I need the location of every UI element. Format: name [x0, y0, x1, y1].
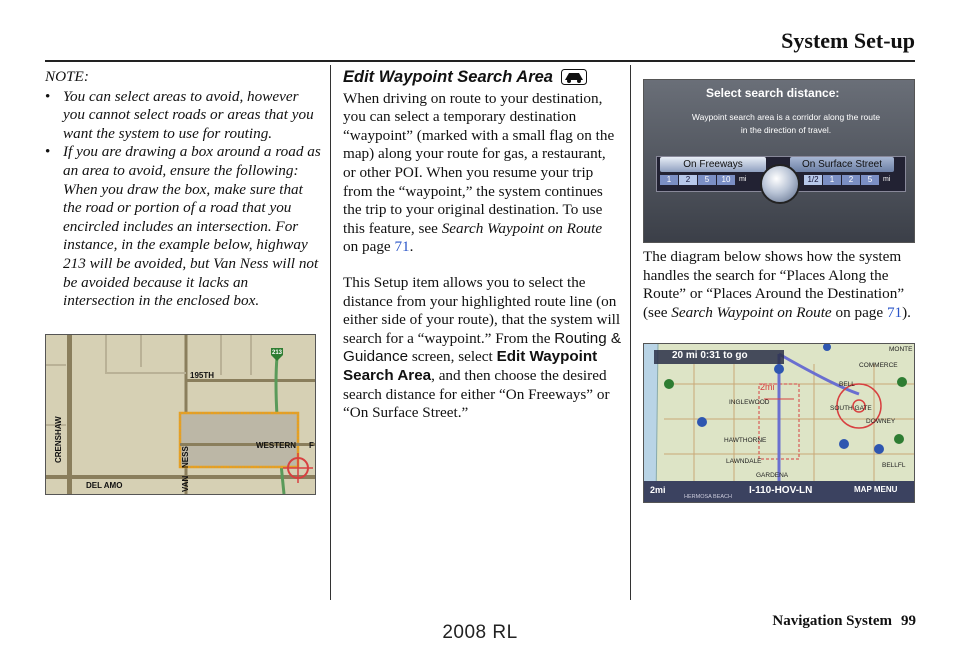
- diagram-end: ).: [902, 303, 911, 321]
- map-label-195th: 195TH: [190, 371, 215, 380]
- place-label: BELL: [839, 381, 855, 388]
- avoid-box: [180, 413, 298, 467]
- paragraph-setup-item: [343, 274, 621, 423]
- intro-ref: Search Waypoint on Route: [441, 219, 603, 237]
- page-link-71[interactable]: 71: [886, 303, 903, 321]
- corridor-map: [643, 343, 915, 503]
- place-label: COMMERCE: [859, 362, 898, 369]
- voice-command-icon: [561, 69, 587, 85]
- column-divider: [330, 65, 331, 600]
- page-link-71[interactable]: 71: [394, 238, 410, 256]
- screen-subtitle-line2: in the direction of travel.: [740, 125, 832, 135]
- screen-name: Routing & Guidance: [343, 329, 621, 366]
- avoid-area-map: [45, 334, 316, 495]
- edit-waypoint-column: [343, 68, 621, 440]
- header-rule: [45, 60, 915, 62]
- current-road-label: I-110-HOV-LN: [749, 485, 813, 496]
- freeway-option-1[interactable]: 1: [660, 175, 678, 185]
- diagram-text: The diagram below shows how the system handles the search for “Places Along the Route” or “Places Around the Destination” (see: [643, 248, 905, 321]
- model-watermark: 2008 RL: [442, 622, 518, 643]
- section-heading: [343, 68, 621, 87]
- paragraph-diagram: [643, 248, 918, 322]
- map-label-delamo: DEL AMO: [86, 481, 123, 490]
- note-label: NOTE:: [45, 68, 89, 85]
- shield-213-label: 213: [272, 350, 283, 356]
- avoid-area-map-graphic: [46, 335, 315, 494]
- search-distance-screen: [643, 79, 915, 243]
- note-list: [45, 88, 323, 311]
- freeway-option-5[interactable]: 5: [698, 175, 716, 185]
- diagram-column: [643, 248, 918, 339]
- footer-section-name: Navigation System: [772, 613, 892, 629]
- page-title: System Set-up: [781, 28, 915, 53]
- interface-dial-icon[interactable]: [760, 164, 800, 204]
- surface-options: [804, 175, 890, 185]
- note-bullet: • If you are drawing a box around a road as an area to avoid, ensure the following: When you draw the box, make sure that the road or portion of a road that you encircled includes an intersection. For instance, in the example below, highway 213 will be avoided, but Van Ness will not be avoided because it lacks an intersection in the enclosed box.: [45, 143, 323, 310]
- setup-text-3: , and then choose the desired search distance for either “On Freeways” or “On Surface Street.”: [343, 366, 610, 422]
- freeway-option-2[interactable]: 2: [679, 175, 697, 185]
- place-label: GARDENA: [756, 472, 789, 479]
- on-freeways-button[interactable]: On Freeways: [660, 157, 766, 172]
- surface-option-5[interactable]: 5: [861, 175, 879, 185]
- place-label: INGLEWOOD: [729, 399, 770, 406]
- place-label: LAWNDALE: [726, 458, 762, 465]
- setup-text-2: screen, select: [411, 348, 493, 366]
- setup-text: This Setup item allows you to select the distance from your highlighted route line (on either side of your route), that the system will search for a “waypoint.” From the: [343, 273, 621, 347]
- freeway-options: [660, 175, 746, 185]
- map-label-van: VAN: [181, 475, 190, 492]
- surface-option-2[interactable]: 2: [842, 175, 860, 185]
- diagram-ref: Search Waypoint on Route: [671, 303, 832, 321]
- map-route-banner: 20 mi 0:31 to go: [672, 350, 748, 361]
- corridor-width-label: 2mi: [760, 382, 775, 392]
- place-label: MONTE: [889, 346, 913, 353]
- screen-subtitle-line1: Waypoint search area is a corridor along the route: [691, 112, 881, 122]
- place-label: HAWTHORNE: [724, 437, 767, 444]
- place-label: HERMOSA BEACH: [684, 494, 732, 500]
- place-label: SOUTH GATE: [830, 405, 872, 412]
- menu-item-name: Edit Waypoint Search Area: [343, 348, 598, 384]
- intro-end: .: [409, 238, 414, 256]
- road-crenshaw: [67, 335, 72, 494]
- notes-column: [45, 68, 323, 311]
- screen-subtitle: [666, 111, 906, 137]
- map-label-ness: NESS: [181, 446, 190, 468]
- on-surface-street-button[interactable]: On Surface Street: [790, 157, 894, 172]
- section-heading-text: Edit Waypoint Search Area: [343, 68, 553, 86]
- map-label-crenshaw: CRENSHAW: [54, 416, 63, 463]
- intro-text: When driving on route to your destination, you can select a temporary destination “waypoint” (marked with a small flag on the map) along your route for gas, a restaurant, or other POI. When you resume your trip from the “waypoint,” the system continues the trip to your original destination. To use this feature, see: [343, 89, 615, 237]
- paragraph-waypoint-intro: [343, 90, 621, 257]
- map-menu-button[interactable]: MAP MENU: [854, 485, 898, 494]
- surface-option-1[interactable]: 1: [823, 175, 841, 185]
- note-bullet: • You can select areas to avoid, however you cannot select roads or areas that you want the system to use for routing.: [45, 88, 323, 144]
- surface-unit: mi: [883, 176, 891, 183]
- map-scale[interactable]: 2mi: [650, 485, 666, 495]
- freeway-unit: mi: [739, 176, 747, 183]
- diagram-on-page: on page: [835, 303, 884, 321]
- map-label-western: WESTERN: [256, 441, 296, 450]
- freeway-option-10[interactable]: 10: [717, 175, 735, 185]
- map-label-f: F: [309, 441, 314, 450]
- intro-on-page: on page: [343, 238, 391, 256]
- place-label: BELLFL: [882, 462, 906, 469]
- surface-option-half[interactable]: 1/2: [804, 175, 822, 185]
- place-label: DOWNEY: [866, 418, 896, 425]
- column-divider: [630, 65, 631, 600]
- footer-page-number: 99: [901, 613, 916, 629]
- screen-title: Select search distance:: [706, 86, 840, 100]
